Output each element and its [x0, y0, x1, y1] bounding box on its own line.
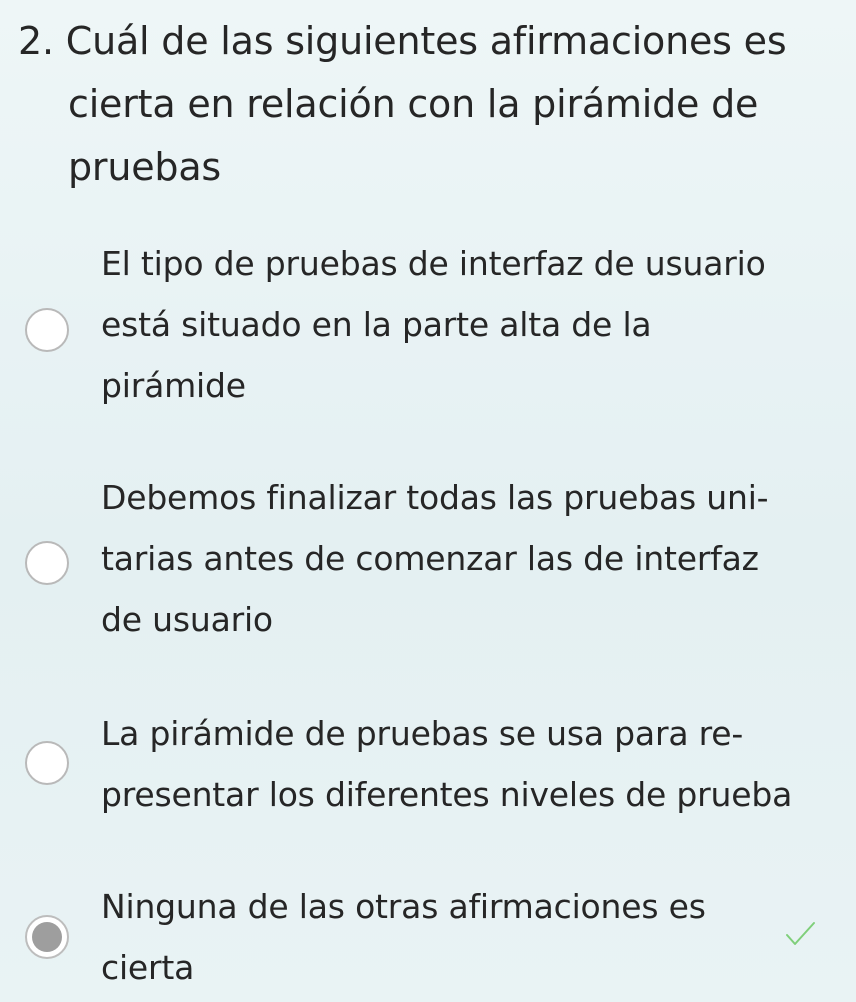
option-2-line-2: tarias antes de comenzar las de interfaz	[101, 539, 759, 578]
option-2-line-1: Debemos finalizar todas las pruebas uni-	[101, 478, 769, 517]
option-1-text	[101, 233, 841, 416]
option-3-line-1: La pirámide de pruebas se usa para re-	[101, 714, 744, 753]
option-3-line-2: presentar los diferentes niveles de prueba	[101, 775, 793, 814]
question-text-line-2: cierta en relación con la pirámide de	[68, 82, 759, 126]
option-2-text	[101, 467, 841, 650]
question-title-line-1	[18, 10, 848, 73]
option-2-radio[interactable]	[25, 541, 69, 585]
option-1-line-1: El tipo de pruebas de interfaz de usuario	[101, 244, 766, 283]
option-3-text	[101, 703, 841, 825]
question-number: 2.	[18, 19, 54, 63]
option-3-radio[interactable]	[25, 741, 69, 785]
question	[18, 10, 848, 199]
option-1-line-3: pirámide	[101, 366, 246, 405]
option-2-line-3: de usuario	[101, 600, 273, 639]
question-text-line-1: Cuál de las siguientes afirmaciones es	[65, 19, 787, 63]
option-4-line-2: cierta	[101, 948, 195, 987]
option-4-text	[101, 876, 841, 998]
checkmark-icon	[784, 920, 816, 948]
question-text-line-3: pruebas	[68, 145, 222, 189]
option-1-line-2: está situado en la parte alta de la	[101, 305, 652, 344]
option-4-line-1: Ninguna de las otras afirmaciones es	[101, 887, 706, 926]
option-1-radio[interactable]	[25, 308, 69, 352]
option-4-radio[interactable]	[25, 915, 69, 959]
